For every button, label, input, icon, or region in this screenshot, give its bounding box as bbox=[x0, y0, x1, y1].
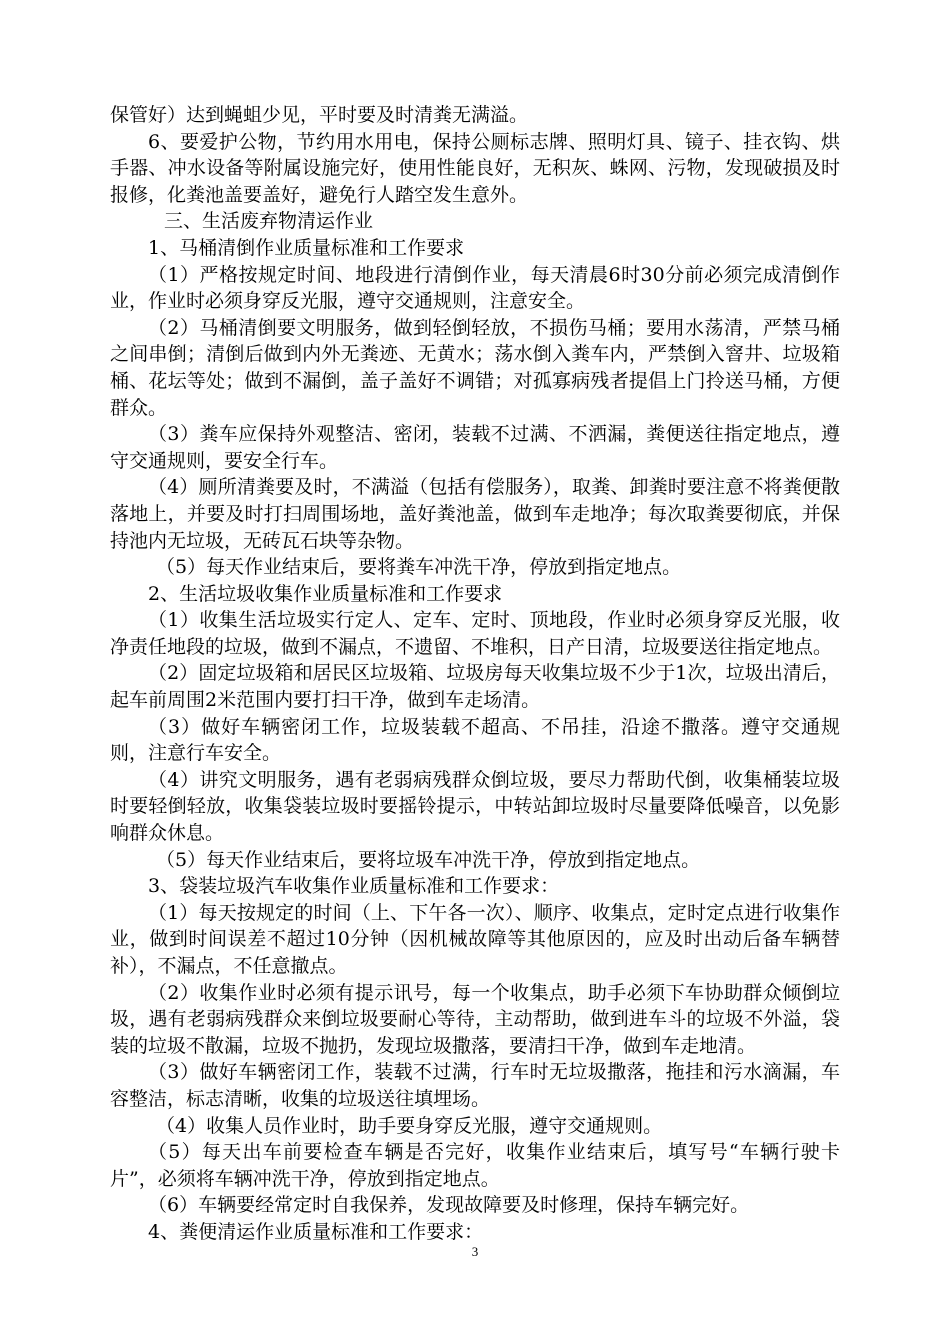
paragraph: （2）马桶清倒要文明服务，做到轻倒轻放，不损伤马桶；要用水荡清，严禁马桶之间串倒；清倒后做到内外无粪迹、无黄水；荡水倒入粪车内，严禁倒入窨井、垃圾箱桶、花坛等处；做到不漏倒，盖子盖好不调错；对孤寡病残者提倡上门拎送马桶，方便群众。 bbox=[110, 316, 840, 419]
section-heading: 三、生活废弃物清运作业 bbox=[164, 210, 374, 233]
paragraph: 6、要爱护公物，节约用水用电，保持公厕标志牌、照明灯具、镜子、挂衣钩、烘手器、冲水设备等附属设施完好，使用性能良好，无积灰、蛛网、污物，发现破损及时报修，化粪池盖要盖好，避免行人踏空发生意外。 bbox=[110, 130, 840, 206]
paragraph: （4）厕所清粪要及时，不满溢（包括有偿服务），取粪、卸粪时要注意不将粪便散落地上，并要及时打扫周围场地，盖好粪池盖，做到车走地净；每次取粪要彻底，并保持池内无垃圾，无砖瓦石块等杂物。 bbox=[110, 476, 840, 552]
paragraph: （1）严格按规定时间、地段进行清倒作业，每天清晨6时30分前必须完成清倒作业，作业时必须身穿反光服，遵守交通规则，注意安全。 bbox=[110, 263, 840, 313]
paragraph: 保管好）达到蝇蛆少见，平时要及时清粪无满溢。 bbox=[110, 104, 529, 126]
paragraph: （5）每天作业结束后，要将垃圾车冲洗干净，停放到指定地点。 bbox=[156, 848, 701, 871]
paragraph: （1）每天按规定的时间（上、下午各一次）、顺序、收集点，定时定点进行收集作业，做到时间误差不超过10分钟（因机械故障等其他原因的，应及时出动后备车辆替补），不漏点，不任意撤点。 bbox=[110, 901, 840, 977]
paragraph: （2）收集作业时必须有提示讯号，每一个收集点，助手必须下车协助群众倾倒垃圾，遇有老弱病残群众来倒垃圾要耐心等待，主动帮助，做到进车斗的垃圾不外溢，袋装的垃圾不散漏，垃圾不抛扔，发现垃圾撒落，要清扫干净，做到车走地清。 bbox=[110, 981, 840, 1057]
subsection-heading: 4、粪便清运作业质量标准和工作要求： bbox=[148, 1220, 484, 1243]
paragraph: （5）每天出车前要检查车辆是否完好，收集作业结束后，填写号“车辆行驶卡片”，必须将车辆冲洗干净，停放到指定地点。 bbox=[110, 1141, 840, 1190]
paragraph: （4）收集人员作业时，助手要身穿反光服，遵守交通规则。 bbox=[156, 1114, 663, 1137]
page-number: 3 bbox=[471, 1244, 479, 1259]
paragraph: （3）做好车辆密闭工作，垃圾装载不超高、不吊挂，沿途不撒落。遵守交通规则，注意行车安全。 bbox=[110, 715, 840, 765]
paragraph: （3）粪车应保持外观整洁、密闭，装载不过满、不洒漏，粪便送往指定地点，遵守交通规则，要安全行车。 bbox=[110, 423, 840, 472]
paragraph: （1）收集生活垃圾实行定人、定车、定时、顶地段，作业时必须身穿反光服，收净责任地段的垃圾，做到不漏点，不遗留、不堆积，日产日清，垃圾要送往指定地点。 bbox=[110, 609, 840, 658]
document-body bbox=[110, 102, 840, 1246]
paragraph: （6）车辆要经常定时自我保养，发现故障要及时修理，保持车辆完好。 bbox=[148, 1194, 750, 1217]
paragraph: （4）讲究文明服务，遇有老弱病残群众倒垃圾，要尽力帮助代倒，收集桶装垃圾时要轻倒轻放，收集袋装垃圾时要摇铃提示，中转站卸垃圾时尽量要降低噪音，以免影响群众休息。 bbox=[110, 768, 840, 845]
paragraph: （3）做好车辆密闭工作，装载不过满，行车时无垃圾撒落，拖挂和污水滴漏，车容整洁，标志清晰，收集的垃圾送往填埋场。 bbox=[110, 1061, 840, 1110]
subsection-heading: 1、马桶清倒作业质量标准和工作要求 bbox=[148, 236, 465, 259]
subsection-heading: 2、生活垃圾收集作业质量标准和工作要求 bbox=[148, 582, 503, 605]
paragraph: （5）每天作业结束后，要将粪车冲洗干净，停放到指定地点。 bbox=[156, 556, 682, 579]
subsection-heading: 3、袋装垃圾汽车收集作业质量标准和工作要求： bbox=[148, 875, 560, 898]
paragraph: （2）固定垃圾箱和居民区垃圾箱、垃圾房每天收集垃圾不少于1次，垃圾出清后，起车前周围2米范围内要打扫干净，做到车走场清。 bbox=[110, 662, 840, 712]
